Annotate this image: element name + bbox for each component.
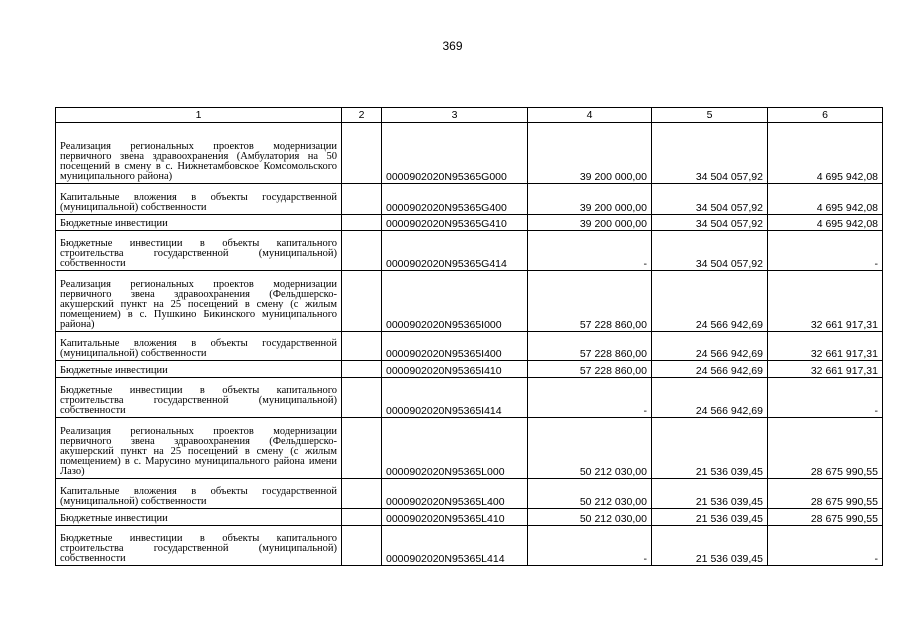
row-value-4: - <box>528 526 652 566</box>
row-col2 <box>342 526 382 566</box>
row-value-6: - <box>768 231 883 271</box>
row-value-5: 21 536 039,45 <box>652 509 768 526</box>
row-value-5: 24 566 942,69 <box>652 361 768 378</box>
row-name: Бюджетные инвестиции <box>56 361 342 378</box>
row-col2 <box>342 418 382 479</box>
budget-table <box>55 107 883 566</box>
row-code: 0000902020N95365I400 <box>382 332 528 361</box>
row-col2 <box>342 271 382 332</box>
row-code: 0000902020N95365G400 <box>382 184 528 215</box>
row-value-4: 50 212 030,00 <box>528 418 652 479</box>
table-row <box>56 418 883 479</box>
table-row <box>56 271 883 332</box>
row-name: Реализация региональных проектов модернизации первичного звена здравоохранения (Амбулатория на 50 посещений в смену в с. Нижнетамбовское Комсомольского муниципального района) <box>56 123 342 184</box>
row-col2 <box>342 184 382 215</box>
row-code: 0000902020N95365G000 <box>382 123 528 184</box>
row-code: 0000902020N95365L400 <box>382 479 528 509</box>
row-code: 0000902020N95365I414 <box>382 378 528 418</box>
column-header-4: 4 <box>528 108 652 123</box>
row-value-4: 57 228 860,00 <box>528 271 652 332</box>
row-name: Реализация региональных проектов модернизации первичного звена здравоохранения (Фельдшерско-акушерский пункт на 25 посещений в смену (с жилым помещением) в с. Марусино муниципального района имени Лазо) <box>56 418 342 479</box>
table-row <box>56 215 883 231</box>
row-value-4: 39 200 000,00 <box>528 184 652 215</box>
row-col2 <box>342 231 382 271</box>
row-code: 0000902020N95365L414 <box>382 526 528 566</box>
row-name: Бюджетные инвестиции в объекты капитального строительства государственной (муниципальной) собственности <box>56 231 342 271</box>
row-value-5: 34 504 057,92 <box>652 184 768 215</box>
row-value-6: 32 661 917,31 <box>768 361 883 378</box>
row-value-6: 4 695 942,08 <box>768 215 883 231</box>
row-value-4: 50 212 030,00 <box>528 509 652 526</box>
row-value-5: 34 504 057,92 <box>652 231 768 271</box>
row-value-5: 21 536 039,45 <box>652 418 768 479</box>
row-code: 0000902020N95365L000 <box>382 418 528 479</box>
row-code: 0000902020N95365L410 <box>382 509 528 526</box>
row-col2 <box>342 509 382 526</box>
row-value-6: 32 661 917,31 <box>768 332 883 361</box>
row-value-4: 50 212 030,00 <box>528 479 652 509</box>
table-row <box>56 184 883 215</box>
row-name: Бюджетные инвестиции <box>56 509 342 526</box>
row-name: Реализация региональных проектов модернизации первичного звена здравоохранения (Фельдшерско-акушерский пункт на 25 посещений в смену (с жилым помещением) в с. Пушкино Бикинского муниципального района) <box>56 271 342 332</box>
row-value-6: 4 695 942,08 <box>768 123 883 184</box>
row-value-5: 34 504 057,92 <box>652 123 768 184</box>
row-value-5: 24 566 942,69 <box>652 332 768 361</box>
row-col2 <box>342 332 382 361</box>
column-header-1: 1 <box>56 108 342 123</box>
column-header-6: 6 <box>768 108 883 123</box>
row-value-6: 28 675 990,55 <box>768 418 883 479</box>
table-row <box>56 479 883 509</box>
row-value-5: 24 566 942,69 <box>652 378 768 418</box>
row-value-4: - <box>528 231 652 271</box>
row-col2 <box>342 123 382 184</box>
row-value-4: 57 228 860,00 <box>528 332 652 361</box>
row-name: Бюджетные инвестиции <box>56 215 342 231</box>
row-value-6: 28 675 990,55 <box>768 479 883 509</box>
page-number: 369 <box>442 39 463 53</box>
row-name: Капитальные вложения в объекты государственной (муниципальной) собственности <box>56 479 342 509</box>
row-code: 0000902020N95365I000 <box>382 271 528 332</box>
table-row <box>56 526 883 566</box>
row-value-4: - <box>528 378 652 418</box>
row-col2 <box>342 361 382 378</box>
row-value-6: 28 675 990,55 <box>768 509 883 526</box>
table-header-row <box>56 108 883 123</box>
table-row <box>56 361 883 378</box>
row-value-4: 57 228 860,00 <box>528 361 652 378</box>
row-name: Бюджетные инвестиции в объекты капитального строительства государственной (муниципальной) собственности <box>56 526 342 566</box>
row-value-6: 4 695 942,08 <box>768 184 883 215</box>
row-value-4: 39 200 000,00 <box>528 215 652 231</box>
row-code: 0000902020N95365G410 <box>382 215 528 231</box>
row-value-6: - <box>768 526 883 566</box>
table-row <box>56 509 883 526</box>
row-value-5: 24 566 942,69 <box>652 271 768 332</box>
column-header-5: 5 <box>652 108 768 123</box>
table-row <box>56 123 883 184</box>
row-name: Бюджетные инвестиции в объекты капитального строительства государственной (муниципальной) собственности <box>56 378 342 418</box>
row-value-5: 34 504 057,92 <box>652 215 768 231</box>
row-name: Капитальные вложения в объекты государственной (муниципальной) собственности <box>56 184 342 215</box>
row-value-5: 21 536 039,45 <box>652 479 768 509</box>
column-header-2: 2 <box>342 108 382 123</box>
row-col2 <box>342 378 382 418</box>
column-header-3: 3 <box>382 108 528 123</box>
row-col2 <box>342 215 382 231</box>
table-row <box>56 378 883 418</box>
table-row <box>56 231 883 271</box>
row-value-6: - <box>768 378 883 418</box>
row-code: 0000902020N95365I410 <box>382 361 528 378</box>
table-row <box>56 332 883 361</box>
row-value-4: 39 200 000,00 <box>528 123 652 184</box>
row-value-5: 21 536 039,45 <box>652 526 768 566</box>
row-name: Капитальные вложения в объекты государственной (муниципальной) собственности <box>56 332 342 361</box>
row-code: 0000902020N95365G414 <box>382 231 528 271</box>
row-value-6: 32 661 917,31 <box>768 271 883 332</box>
row-col2 <box>342 479 382 509</box>
